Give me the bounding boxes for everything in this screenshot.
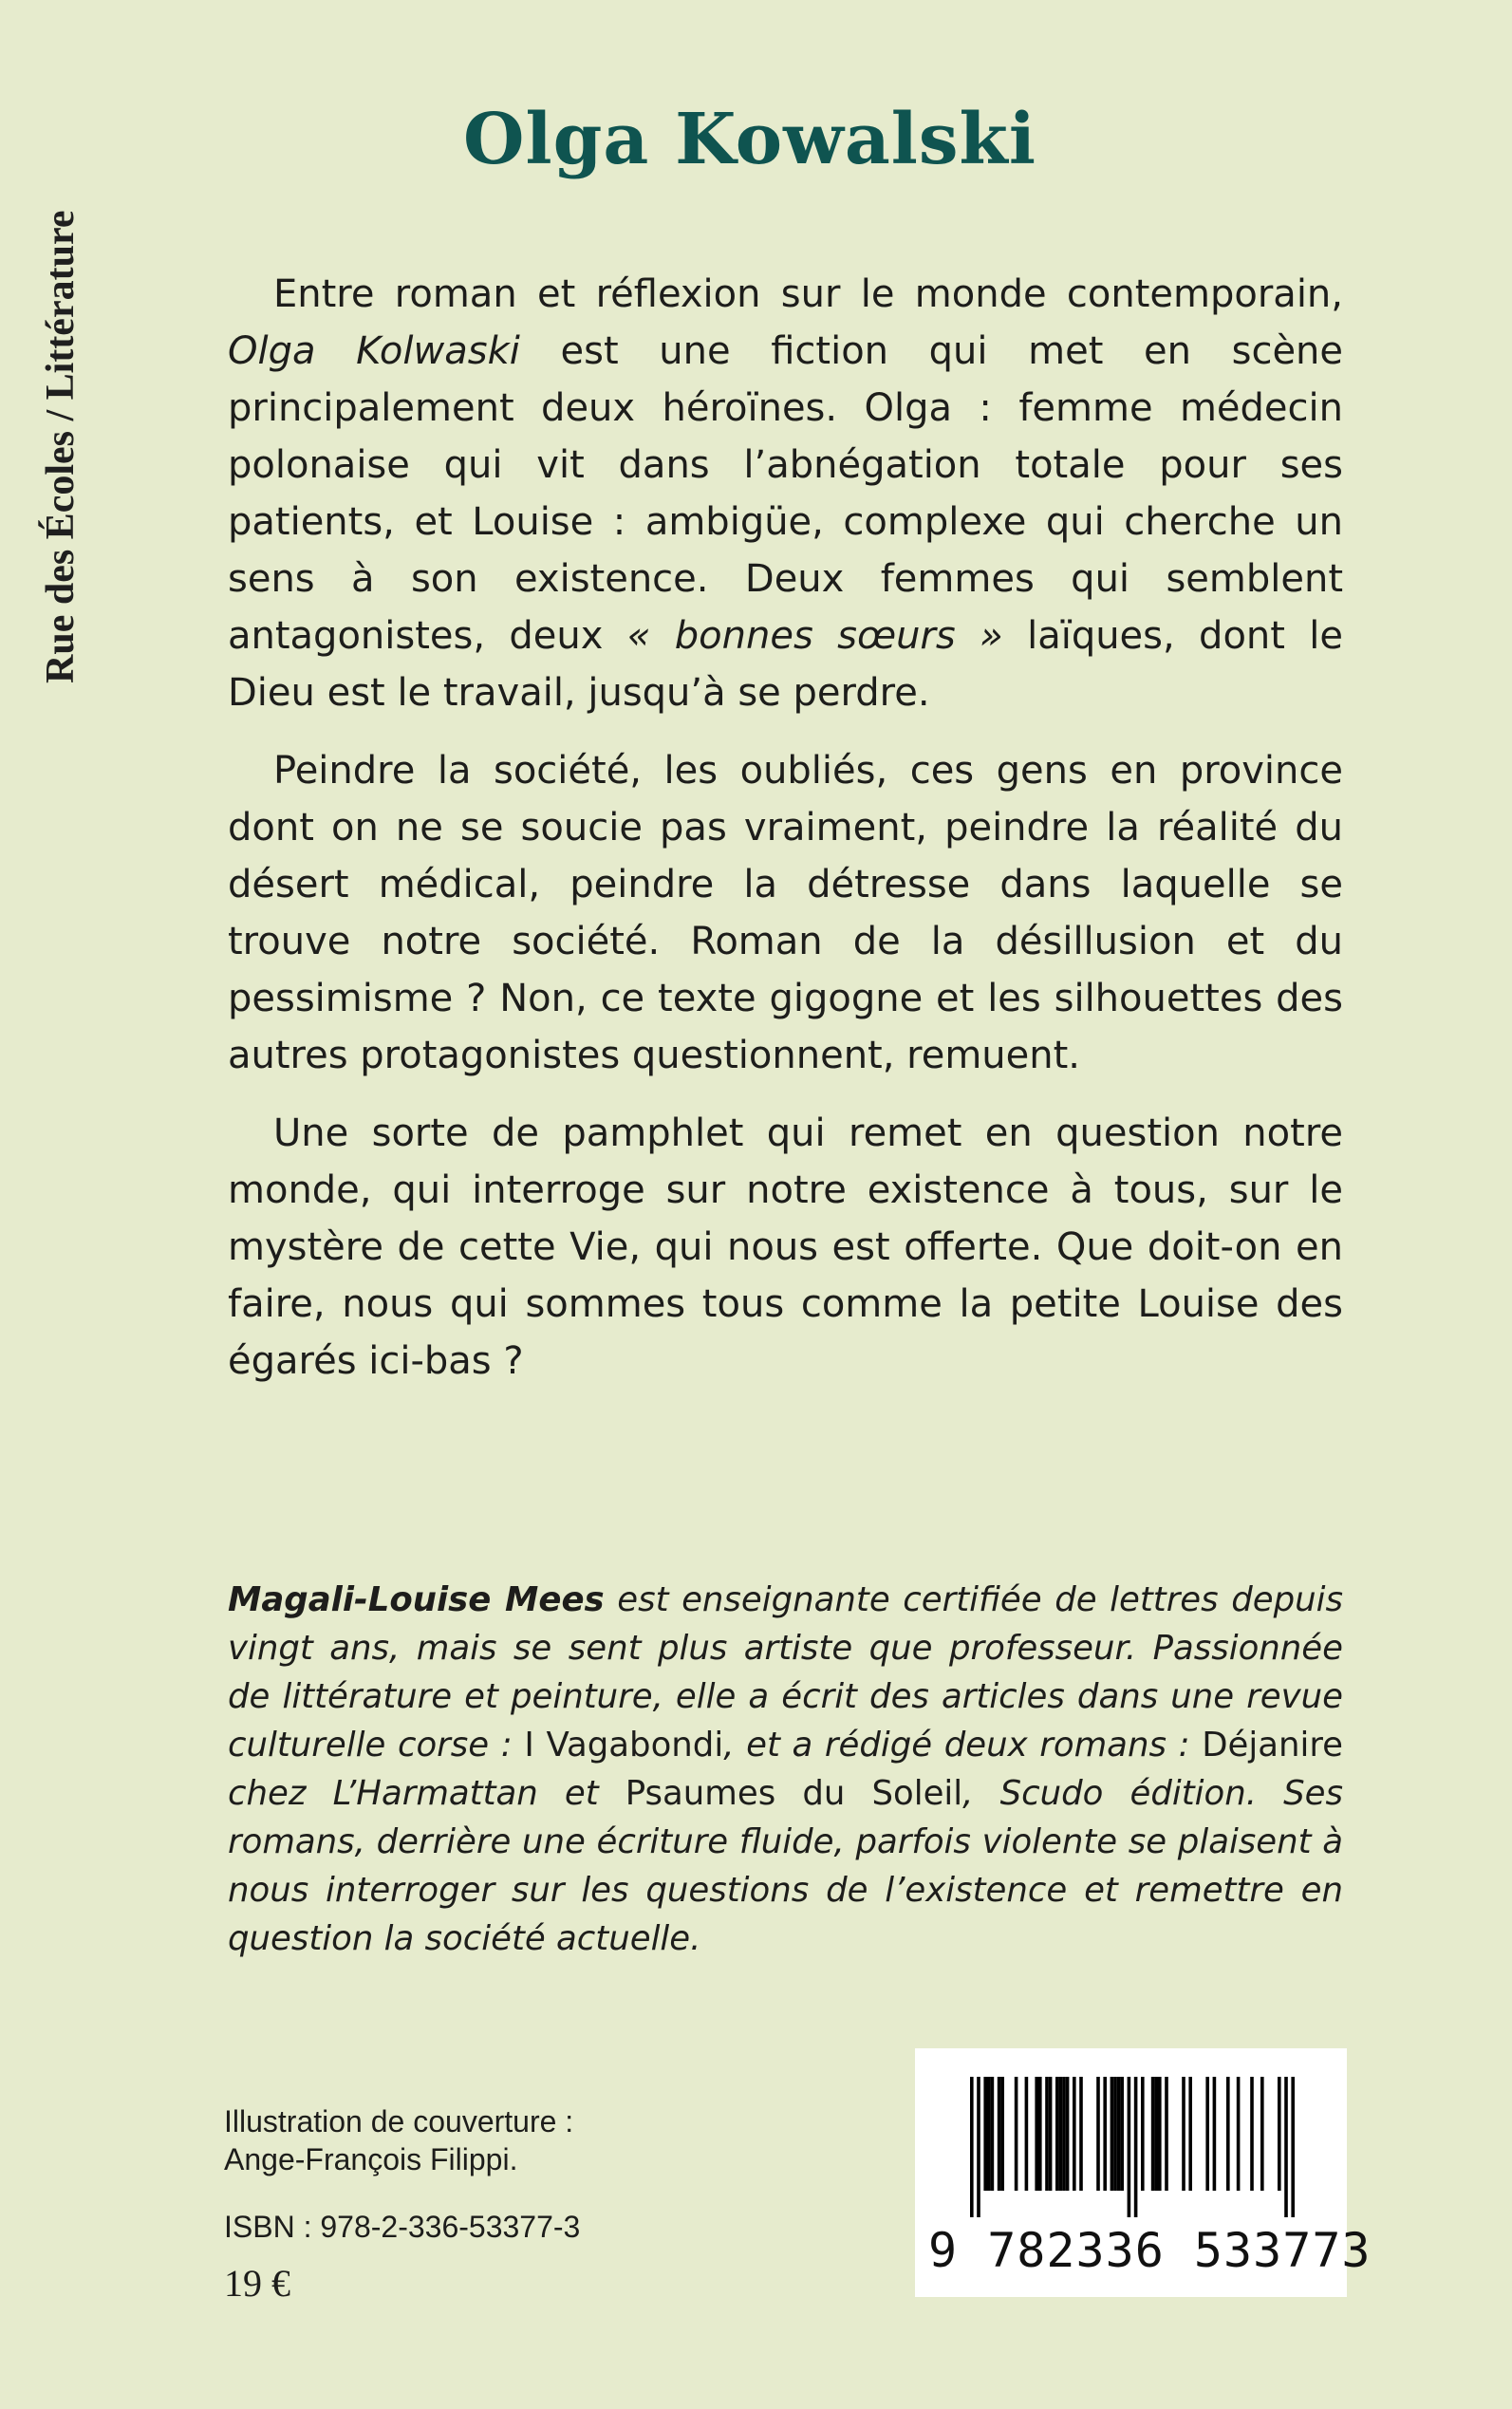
synopsis-title-italic: Olga Kolwaski bbox=[228, 329, 520, 373]
author-name: Magali-Louise Mees bbox=[228, 1580, 605, 1619]
barcode bbox=[915, 2048, 1372, 2297]
barcode-bar bbox=[987, 2077, 991, 2191]
barcode-bar bbox=[1045, 2077, 1049, 2191]
synopsis-paragraph-3: Une sorte de pamphlet qui remet en question notre monde, qui interroge sur notre existence à tous, sur le mystère de cette Vie, qui nous est offerte. Que doit-on en faire, nous qui sommes tous comme la petite Louise des égarés ici-bas ? bbox=[228, 1111, 1343, 1383]
barcode-bar bbox=[1182, 2077, 1185, 2191]
barcode-bar bbox=[1079, 2077, 1083, 2191]
barcode-bar bbox=[1284, 2077, 1288, 2217]
barcode-bar bbox=[1015, 2077, 1018, 2191]
barcode-bar bbox=[1151, 2077, 1155, 2191]
barcode-bar bbox=[1134, 2077, 1138, 2217]
barcode-bar bbox=[1158, 2077, 1162, 2191]
barcode-bar bbox=[998, 2077, 1001, 2191]
synopsis bbox=[228, 266, 1343, 1410]
price: 19 € bbox=[224, 2262, 290, 2305]
barcode-bar bbox=[1038, 2077, 1042, 2191]
synopsis-quote-italic: « bonnes sœurs » bbox=[626, 614, 1003, 658]
credits-line-2: Ange-François Filippi. bbox=[224, 2142, 518, 2176]
barcode-bar bbox=[1096, 2077, 1100, 2191]
synopsis-paragraph-1 bbox=[228, 266, 1343, 721]
bio-work-title: Déjanire bbox=[1202, 1726, 1343, 1765]
barcode-bar bbox=[1103, 2077, 1107, 2191]
barcode-bar bbox=[1154, 2077, 1158, 2191]
barcode-bar bbox=[1237, 2077, 1241, 2191]
credits-line-1: Illustration de couverture : bbox=[224, 2104, 574, 2138]
barcode-bar bbox=[1055, 2077, 1059, 2191]
barcode-bar bbox=[991, 2077, 995, 2191]
barcode-bar bbox=[1188, 2077, 1192, 2191]
barcode-bar bbox=[1213, 2077, 1217, 2191]
bio-text: , et a rédigé deux romans : bbox=[723, 1726, 1203, 1765]
barcode-bar bbox=[1059, 2077, 1063, 2191]
bio-text: chez L’Harmattan et bbox=[228, 1774, 625, 1813]
barcode-bar bbox=[1165, 2077, 1168, 2191]
barcode-bar bbox=[1066, 2077, 1070, 2191]
synopsis-text: est une fiction qui met en scène principalement deux héroïnes. Olga : femme médecin polonaise qui vit dans l’abnégation totale pour ses patients, et Louise : ambigüe, complexe qui cherche un sens à son existence. Deux femmes qui semblent antagonistes, deux bbox=[228, 329, 1344, 658]
barcode-bar bbox=[1049, 2077, 1053, 2191]
synopsis-paragraph-2: Peindre la société, les oubliés, ces gens en province dont on ne se soucie pas vraiment, peindre la réalité du désert médical, peindre la détresse dans laquelle se trouve notre société. Roman de la désillusion et du pessimisme ? Non, ce texte gigogne et les silhouettes des autres protagonistes questionnent, remuent. bbox=[228, 749, 1343, 1077]
synopsis-text: Entre roman et réflexion sur le monde contemporain, bbox=[273, 272, 1343, 316]
synopsis-text: laïques, dont le Dieu est le travail, jusqu’à se perdre. bbox=[228, 614, 1344, 715]
barcode-bar bbox=[1035, 2077, 1038, 2191]
book-title: Olga Kowalski bbox=[463, 99, 1036, 180]
barcode-bar bbox=[1128, 2077, 1131, 2217]
barcode-bar bbox=[1117, 2077, 1121, 2191]
barcode-bar bbox=[1205, 2077, 1209, 2191]
barcode-bar bbox=[1226, 2077, 1230, 2191]
author-bio bbox=[228, 1576, 1343, 1963]
isbn: ISBN : 978-2-336-53377-3 bbox=[224, 2210, 581, 2244]
barcode-bar bbox=[1291, 2077, 1295, 2217]
bio-text: est enseignante certifiée de lettres depuis vingt ans, mais se sent plus artiste que professeur. Passionnée de littérature et peinture, elle a écrit des articles dans une revue culturelle corse : bbox=[228, 1580, 1343, 1765]
barcode-bar bbox=[1025, 2077, 1029, 2191]
bio-work-title: Psaumes du Soleil bbox=[625, 1774, 963, 1813]
barcode-bars-icon bbox=[951, 2077, 1312, 2229]
barcode-bar bbox=[983, 2077, 987, 2191]
bio-work-title: I Vagabondi bbox=[524, 1726, 724, 1765]
barcode-bar bbox=[977, 2077, 980, 2217]
barcode-bar bbox=[1278, 2077, 1281, 2191]
barcode-bar bbox=[1141, 2077, 1145, 2191]
barcode-bar bbox=[1073, 2077, 1076, 2191]
barcode-bar bbox=[1250, 2077, 1254, 2191]
illustration-credits bbox=[224, 2102, 573, 2178]
barcode-bar bbox=[1113, 2077, 1117, 2191]
bio-text: , Scudo édition. Ses romans, derrière une écriture fluide, parfois violente se plaisent à nous interroger sur les questions de l’existence et remettre en question la société actuelle. bbox=[228, 1774, 1343, 1958]
spine-collection-label: Rue des Écoles / Littérature bbox=[39, 210, 83, 683]
barcode-bar bbox=[1062, 2077, 1066, 2191]
barcode-bar bbox=[1000, 2077, 1004, 2191]
barcode-bar bbox=[1120, 2077, 1124, 2191]
barcode-digits: 9 782336 533773 bbox=[928, 2223, 1372, 2278]
barcode-bar bbox=[1111, 2077, 1114, 2191]
barcode-bar bbox=[1260, 2077, 1264, 2191]
barcode-bar bbox=[970, 2077, 974, 2217]
